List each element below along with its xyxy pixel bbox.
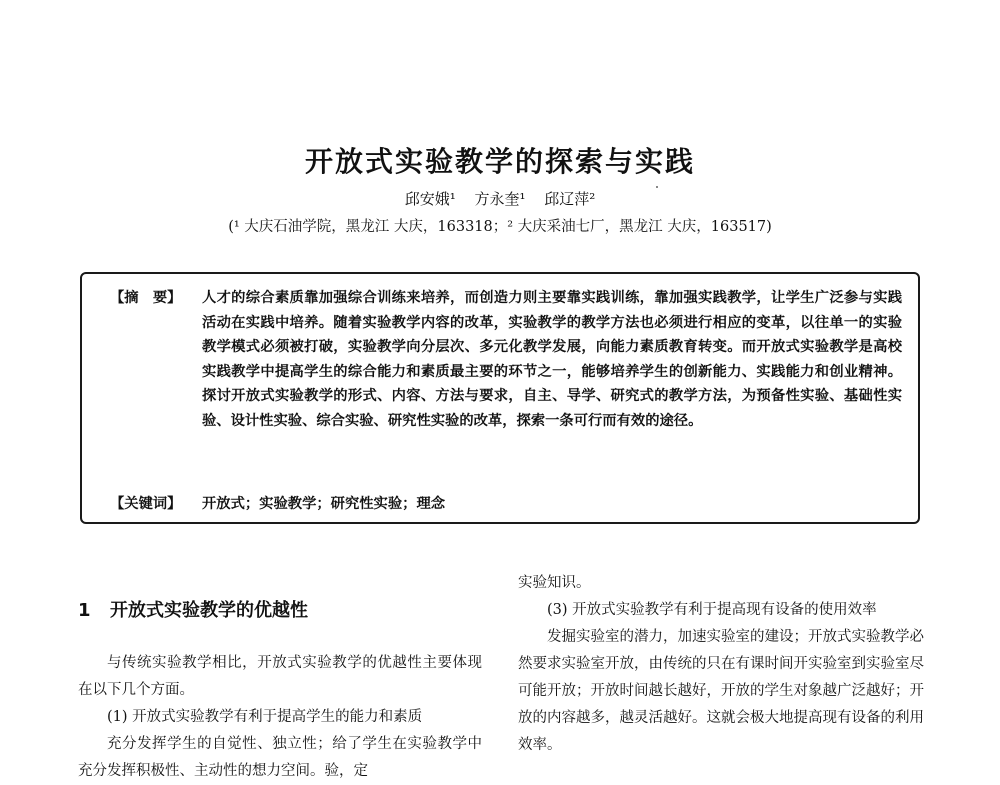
paragraph: (3) 开放式实验教学有利于提高现有设备的使用效率 bbox=[547, 602, 877, 618]
affiliations: (¹ 大庆石油学院，黑龙江 大庆，163318；² 大庆采油七厂，黑龙江 大庆，163517) bbox=[228, 219, 772, 235]
right-column bbox=[518, 570, 924, 759]
abstract-label: 【摘 要】 bbox=[110, 290, 182, 306]
abstract-box bbox=[80, 272, 920, 524]
section-heading bbox=[78, 596, 308, 622]
section-title: 开放式实验教学的优越性 bbox=[110, 600, 308, 621]
keywords-label: 【关键词】 bbox=[110, 496, 182, 512]
paper-title: 开放式实验教学的探索与实践 bbox=[304, 145, 695, 178]
abstract-text: 人才的综合素质靠加强综合训练来培养，而创造力则主要靠实践训练，靠加强实践教学，让学生广泛参与实践活动在实践中培养。随着实验教学内容的改革，实验教学的教学方法也必须进行相应的变革，以往单一的实验教学模式必须被打破，实验教学向分层次、多元化教学发展，向能力素质教育转变。而开放式实验教学是高校实践教学中提高学生的综合能力和素质最主要的环节之一，能够培养学生的创新能力、实践能力和创业精神。探讨开放式实验教学的形式、内容、方法与要求，自主、导学、研究式的教学方法，为预备性实验、基础性实验、设计性实验、综合实验、研究性实验的改革，探索一条可行而有效的途径。 bbox=[202, 290, 902, 429]
authors: 邱安娥¹ 方永奎¹ 邱辽萍² bbox=[404, 190, 596, 208]
paragraph: 发掘实验室的潜力，加速实验室的建设；开放式实验教学必然要求实验室开放，由传统的只在有课时间开实验室到实验室尽可能开放；开放时间越长越好，开放的学生对象越广泛越好；开放的内容越多，越灵活越好。这就会极大地提高现有设备的利用效率。 bbox=[518, 629, 924, 753]
section-number: 1 bbox=[78, 600, 91, 621]
paragraph: 充分发挥学生的自觉性、独立性；给了学生在实验教学中充分发挥积极性、主动性的想力空间。验，定 bbox=[78, 736, 482, 779]
paragraph: 与传统实验教学相比，开放式实验教学的优越性主要体现在以下几个方面。 bbox=[78, 655, 482, 698]
paragraph: (1) 开放式实验教学有利于提高学生的能力和素质 bbox=[107, 709, 423, 725]
left-column bbox=[78, 650, 482, 785]
speck bbox=[656, 186, 658, 188]
paragraph: 实验知识。 bbox=[518, 575, 591, 591]
keywords-text: 开放式；实验教学；研究性实验；理念 bbox=[202, 496, 446, 512]
